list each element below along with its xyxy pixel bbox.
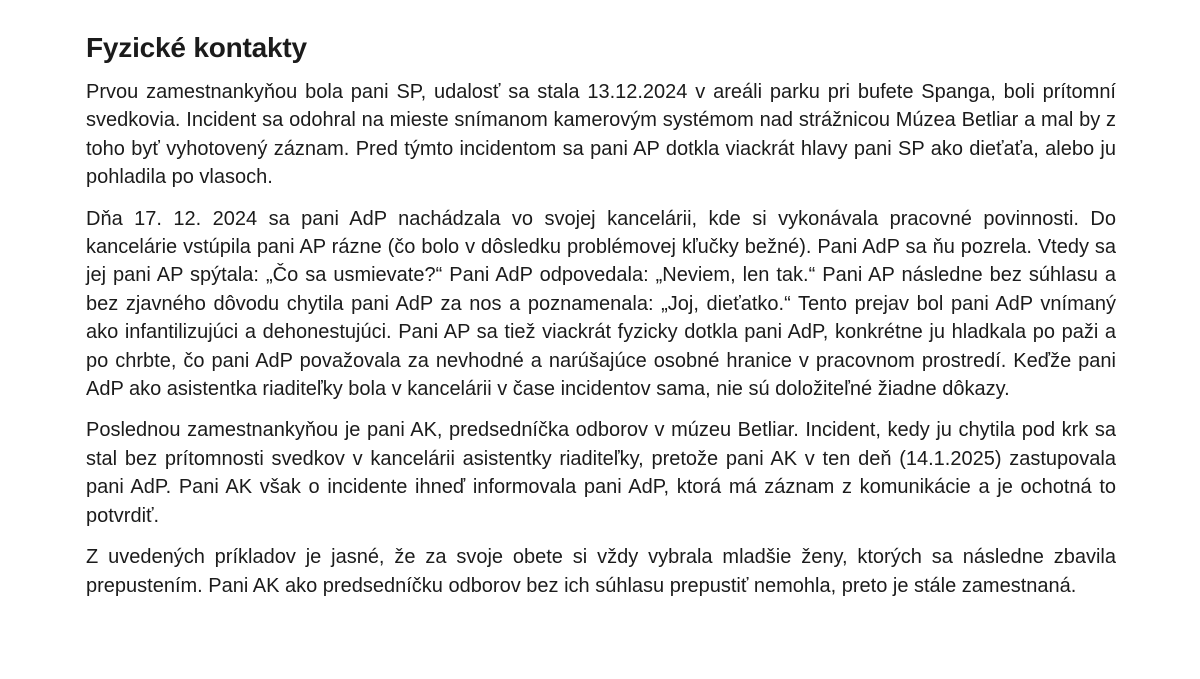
section-heading: Fyzické kontakty — [86, 32, 307, 63]
paragraph-sp-incident: Prvou zamestnankyňou bola pani SP, udalosť sa stala 13.12.2024 v areáli parku pri bufete Spanga, boli prítomní svedkovia. Incident sa odohral na mieste snímanom kamerovým systémom nad strážnicou Múzea Betliar a mal by z toho byť vyhotovený záznam. Pred týmto incidentom sa pani AP dotkla viackrát hlavy pani SP ako dieťaťa, alebo ju pohladila po vlasoch. — [86, 81, 1116, 189]
document-body — [86, 30, 1116, 613]
paragraph-conclusion: Z uvedených príkladov je jasné, že za svoje obete si vždy vybrala mladšie ženy, ktorých sa následne zbavila prepustením. Pani AK ako predsedníčku odborov bez ich súhlasu prepustiť nemohla, preto je stále zamestnaná. — [86, 546, 1116, 597]
paragraph-adp-incident: Dňa 17. 12. 2024 sa pani AdP nachádzala vo svojej kancelárii, kde si vykonávala pracovné povinnosti. Do kancelárie vstúpila pani AP rázne (čo bolo v dôsledku problémovej kľučky bežné). Pani AdP sa ňu pozrela. Vtedy sa jej pani AP spýtala: „Čo sa usmievate?“ Pani AdP odpovedala: „Neviem, len tak.“ Pani AP následne bez súhlasu a bez zjavného dôvodu chytila pani AdP za nos a poznamenala: „Joj, dieťatko.“ Tento prejav bol pani AdP vnímaný ako infantilizujúci a dehonestujúci. Pani AP sa tiež viackrát fyzicky dotkla pani AdP, konkrétne ju hladkala po paži a po chrbte, čo pani AdP považovala za nevhodné a narúšajúce osobné hranice v pracovnom prostredí. Keďže pani AdP ako asistentka riaditeľky bola v kancelárii v čase incidentov sama, nie sú doložiteľné žiadne dôkazy. — [86, 207, 1116, 401]
paragraph-ak-incident: Poslednou zamestnankyňou je pani AK, predsedníčka odborov v múzeu Betliar. Incident, kedy ju chytila pod krk sa stal bez prítomnosti svedkov v kancelárii asistentky riaditeľky, pretože pani AK v ten deň (14.1.2025) zastupovala pani AdP. Pani AK však o incidente ihneď informovala pani AdP, ktorá má záznam z komunikácie a je ochotná to potvrdiť. — [86, 419, 1116, 527]
